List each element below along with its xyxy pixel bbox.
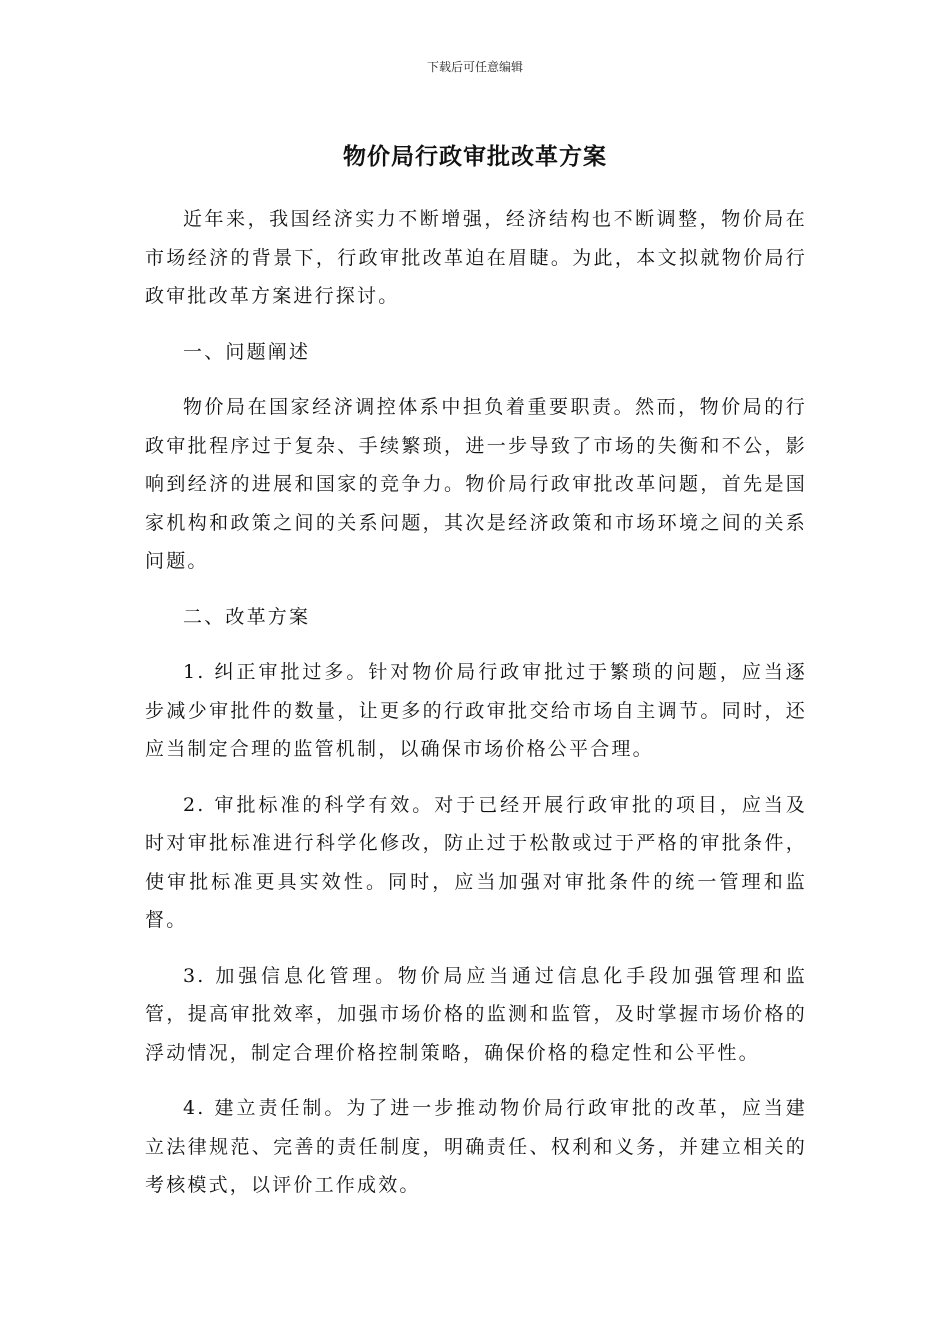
intro-paragraph: 近年来，我国经济实力不断增强，经济结构也不断调整，物价局在市场经济的背景下，行政审批改革迫在眉睫。为此，本文拟就物价局行政审批改革方案进行探讨。	[145, 208, 807, 307]
document-body	[145, 200, 807, 1222]
section-paragraph-problem: 物价局在国家经济调控体系中担负着重要职责。然而，物价局的行政审批程序过于复杂、手续繁琐，进一步导致了市场的失衡和不公，影响到经济的进展和国家的竞争力。物价局行政审批改革问题，首先是国家机构和政策之间的关系问题，其次是经济政策和市场环境之间的关系问题。	[145, 396, 807, 572]
document-title: 物价局行政审批改革方案	[343, 144, 607, 170]
plan-item-4: 4. 建立责任制。为了进一步推动物价局行政审批的改革，应当建立法律规范、完善的责任制度，明确责任、权利和义务，并建立相关的考核模式，以评价工作成效。	[145, 1097, 807, 1196]
plan-item-1: 1. 纠正审批过多。针对物价局行政审批过于繁琐的问题，应当逐步减少审批件的数量，让更多的行政审批交给市场自主调节。同时，还应当制定合理的监管机制，以确保市场价格公平合理。	[145, 661, 807, 760]
plan-item-3: 3. 加强信息化管理。物价局应当通过信息化手段加强管理和监管，提高审批效率，加强市场价格的监测和监管，及时掌握市场价格的浮动情况，制定合理价格控制策略，确保价格的稳定性和公平性。	[145, 964, 807, 1064]
plan-item-2: 2. 审批标准的科学有效。对于已经开展行政审批的项目，应当及时对审批标准进行科学化修改，防止过于松散或过于严格的审批条件，使审批标准更具实效性。同时，应当加强对审批条件的统一管理和监督。	[145, 793, 807, 931]
header-note: 下载后可任意编辑	[426, 60, 523, 74]
section-heading-problem: 一、问题阐述	[183, 340, 311, 363]
section-heading-plan: 二、改革方案	[183, 605, 311, 628]
